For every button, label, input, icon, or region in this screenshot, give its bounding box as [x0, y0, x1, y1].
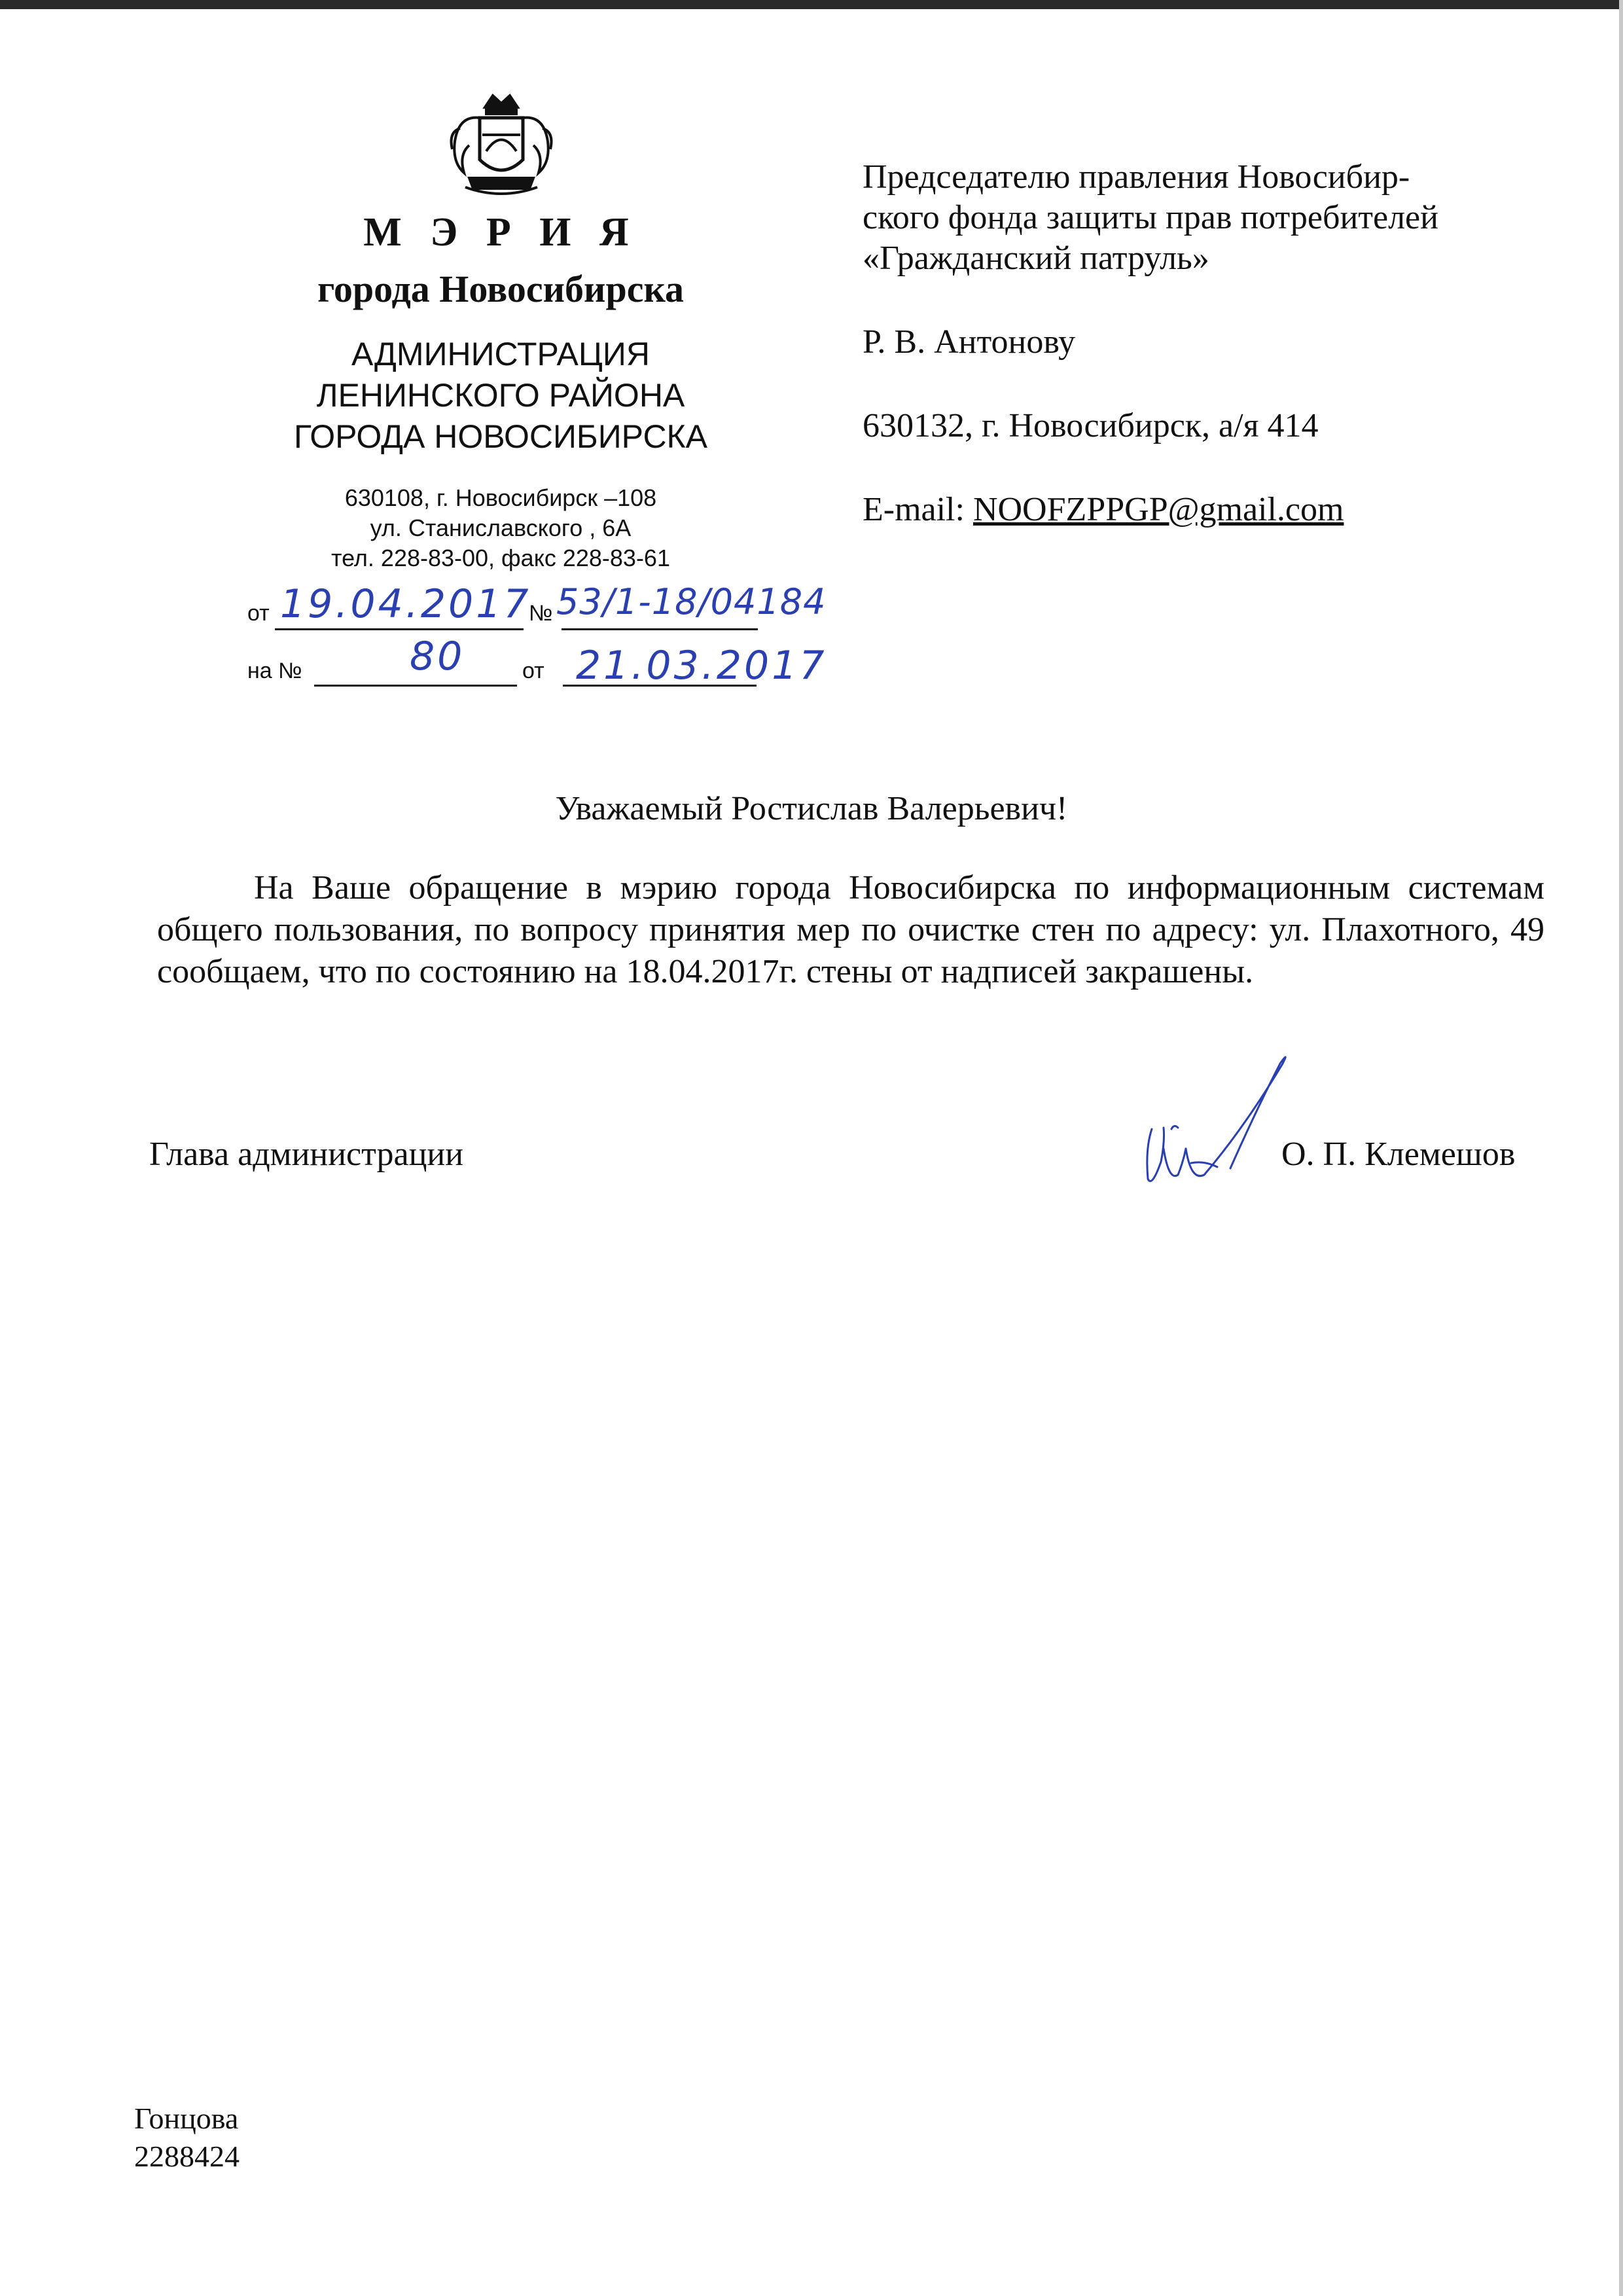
- salutation: Уважаемый Ростислав Валерьевич!: [555, 790, 1068, 827]
- handwritten-signature-icon: [1126, 1050, 1296, 1208]
- email-link[interactable]: NOOFZPPGP@gmail.com: [972, 491, 1344, 528]
- number-label: №: [529, 601, 553, 626]
- addressee-line: «Гражданский патруль»: [863, 240, 1209, 277]
- scan-edge-right: [1619, 0, 1623, 2296]
- coat-of-arms-icon: [440, 89, 562, 204]
- addressee-postal: 630132, г. Новосибирск, а/я 414: [863, 407, 1319, 444]
- city-name: города Новосибирска: [317, 268, 685, 310]
- on-number-label: на №: [247, 658, 302, 683]
- email-label: E-mail:: [863, 491, 965, 528]
- number-handwritten: 53/1-18/04184: [556, 581, 827, 622]
- administration-name: [223, 334, 779, 457]
- letter-body: На Ваше обращение в мэрию города Новосибирска по информационным системам общего пользования, по вопросу принятия мер по очистке стен по адресу: ул. Плахотного, 49 сообщаем, что по состоянию на 18.04.2017г. стены от надписей закрашены.: [157, 869, 1544, 990]
- executor-block: [134, 2100, 240, 2176]
- ref-date-handwritten: 21.03.2017: [576, 643, 827, 689]
- address-line: тел. 228-83-00, факс 228-83-61: [331, 545, 670, 571]
- addressee-name: Р. В. Антонову: [863, 323, 1076, 361]
- addressee-line: Председателю правления Новосибир-: [863, 158, 1410, 196]
- letterhead-address: [255, 483, 746, 573]
- number-line: [562, 628, 758, 630]
- executor-name: Гонцова: [134, 2102, 239, 2135]
- from-label: от: [247, 601, 270, 626]
- ref-number-line: [314, 685, 517, 687]
- addressee-block: [863, 157, 1582, 530]
- meria-title: М Э Р И Я: [363, 210, 638, 255]
- addressee-email-row: [863, 490, 1582, 530]
- admin-line: ГОРОДА НОВОСИБИРСКА: [293, 418, 708, 455]
- address-line: ул. Станиславского , 6А: [370, 514, 632, 541]
- ref-number-handwritten: 80: [410, 634, 465, 679]
- scan-edge-top: [0, 0, 1623, 9]
- admin-line: АДМИНИСТРАЦИЯ: [351, 336, 650, 372]
- from2-label: от: [522, 658, 544, 683]
- signatory-position: Глава администрации: [149, 1136, 464, 1173]
- address-line: 630108, г. Новосибирск –108: [344, 484, 657, 511]
- addressee-line: ского фонда защиты прав потребителей: [863, 199, 1438, 236]
- date-handwritten: 19.04.2017: [280, 581, 531, 627]
- admin-line: ЛЕНИНСКОГО РАЙОНА: [316, 377, 685, 414]
- date-line: [275, 628, 524, 630]
- executor-phone: 2288424: [134, 2140, 240, 2173]
- signatory-name: О. П. Клемешов: [1281, 1136, 1516, 1173]
